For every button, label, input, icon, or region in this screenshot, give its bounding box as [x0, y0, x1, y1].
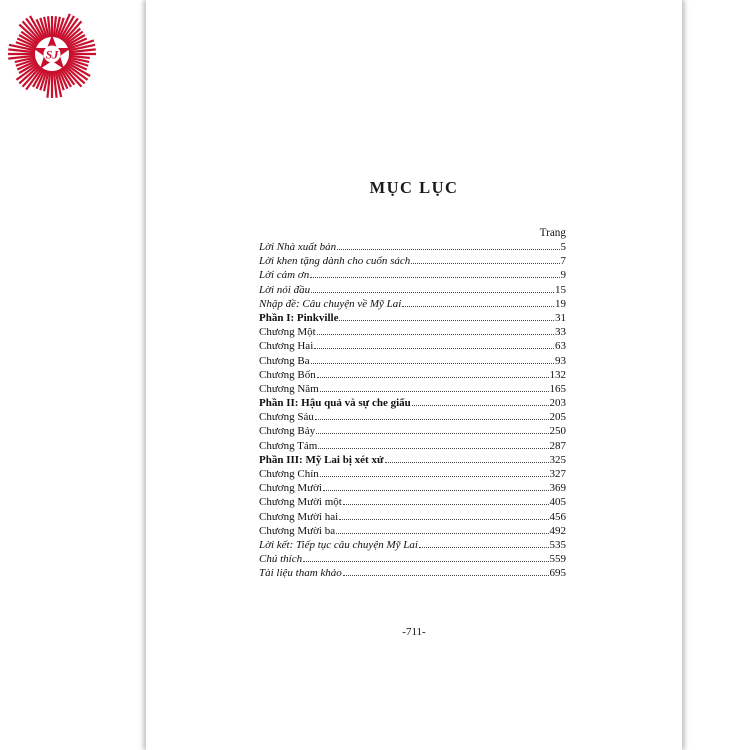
table-of-contents [259, 240, 566, 581]
toc-entry-title: Chương Mười [259, 482, 322, 495]
toc-entry [259, 396, 566, 410]
toc-entry-title: Chương Mười một [259, 496, 342, 509]
toc-entry-title: Chương Bốn [259, 368, 316, 381]
toc-entry [259, 538, 566, 552]
dot-leader [337, 240, 559, 250]
toc-entry-page: 456 [549, 510, 566, 523]
dot-leader [339, 510, 548, 520]
dot-leader [317, 368, 549, 378]
star-burst-logo-icon [6, 8, 98, 100]
toc-entry-title: Phần II: Hậu quả và sự che giấu [259, 397, 411, 410]
toc-entry-page: 369 [549, 482, 566, 495]
toc-entry [259, 368, 566, 382]
toc-entry-page: 31 [555, 311, 566, 324]
toc-entry-page: 203 [549, 397, 566, 410]
dot-leader [339, 311, 554, 321]
dot-leader [419, 538, 549, 548]
toc-entry-page: 405 [549, 496, 566, 509]
toc-entry-title: Chương Mười hai [259, 510, 339, 523]
toc-entry [259, 297, 566, 311]
toc-entry-title: Chương Sáu [259, 411, 314, 424]
toc-entry-title: Chương Hai [259, 340, 314, 353]
toc-entry [259, 481, 566, 495]
toc-entry [259, 325, 566, 339]
dot-leader [318, 439, 548, 449]
toc-entry-title: Tài liệu tham khảo [259, 567, 342, 580]
toc-entry-page: 327 [549, 468, 566, 480]
toc-entry-page: 325 [549, 453, 566, 466]
dot-leader [402, 297, 554, 307]
dot-leader [320, 382, 549, 392]
toc-entry-page: 492 [549, 524, 566, 537]
toc-entry [259, 268, 566, 282]
page-number: -711- [402, 626, 426, 638]
toc-entry-page: 63 [555, 340, 566, 353]
toc-entry [259, 453, 566, 467]
toc-entry-title: Chương Bảy [259, 425, 316, 438]
toc-entry-page: 132 [549, 368, 566, 381]
toc-entry-title: Chú thích [259, 553, 303, 566]
toc-entry-title: Chương Một [259, 326, 316, 339]
toc-entry [259, 467, 566, 481]
dot-leader [323, 481, 549, 491]
toc-entry-page: 93 [555, 354, 566, 367]
toc-entry-title: Chương Chín [259, 468, 319, 480]
toc-entry-title: Lời khen tặng dành cho cuốn sách [259, 255, 411, 268]
toc-entry-title: Lời nói đầu [259, 283, 311, 296]
dot-leader [343, 566, 549, 576]
dot-leader [412, 396, 549, 406]
dot-leader [385, 453, 549, 463]
dot-leader [315, 410, 549, 420]
toc-entry [259, 510, 566, 524]
toc-entry-title: Chương Mười ba [259, 524, 336, 537]
page-title: MỤC LỤC [369, 178, 459, 197]
toc-entry [259, 566, 566, 580]
page-column-header: Trang [539, 227, 566, 239]
logo-lettering: SJ [45, 47, 59, 62]
toc-entry-title: Phần I: Pinkville [259, 311, 339, 324]
toc-entry-page: 559 [549, 553, 566, 566]
dot-leader [317, 325, 554, 335]
toc-entry-page: 165 [549, 382, 566, 395]
toc-entry [259, 495, 566, 509]
toc-entry-title: Chương Năm [259, 382, 319, 395]
dot-leader [336, 524, 548, 534]
toc-entry-page: 695 [549, 567, 566, 580]
toc-entry-title: Chương Ba [259, 354, 310, 367]
dot-leader [411, 254, 559, 264]
dot-leader [343, 495, 549, 505]
toc-entry-title: Phần III: Mỹ Lai bị xét xử [259, 453, 384, 466]
toc-entry [259, 410, 566, 424]
toc-entry [259, 254, 566, 268]
toc-entry [259, 240, 566, 254]
toc-entry-page: 9 [560, 269, 566, 282]
dot-leader [311, 283, 554, 293]
toc-entry-title: Lời kết: Tiếp tục câu chuyện Mỹ Lai [259, 538, 418, 551]
dot-leader [310, 268, 559, 278]
dot-leader [316, 424, 548, 434]
toc-entry-page: 7 [560, 255, 566, 268]
dot-leader [311, 354, 554, 364]
toc-entry-title: Lời cảm ơn [259, 269, 310, 282]
toc-entry-page: 5 [560, 241, 566, 253]
publisher-logo [6, 8, 98, 100]
toc-entry-title: Lời Nhà xuất bản [259, 241, 337, 253]
dot-leader [314, 339, 554, 349]
toc-entry [259, 354, 566, 368]
toc-entry [259, 524, 566, 538]
toc-entry-page: 287 [549, 439, 566, 452]
toc-entry [259, 552, 566, 566]
toc-entry-page: 19 [555, 297, 566, 310]
toc-entry [259, 424, 566, 438]
toc-entry [259, 339, 566, 353]
toc-entry [259, 382, 566, 396]
toc-entry [259, 311, 566, 325]
toc-entry-title: Chương Tám [259, 439, 318, 452]
toc-entry [259, 283, 566, 297]
toc-entry-page: 15 [555, 283, 566, 296]
toc-entry [259, 439, 566, 453]
toc-entry-title: Nhập đề: Câu chuyện về Mỹ Lai [259, 297, 402, 310]
dot-leader [303, 552, 548, 562]
dot-leader [320, 467, 549, 477]
toc-entry-page: 33 [555, 326, 566, 339]
toc-entry-page: 535 [549, 538, 566, 551]
toc-entry-page: 250 [549, 425, 566, 438]
book-page [146, 0, 682, 750]
toc-entry-page: 205 [549, 411, 566, 424]
